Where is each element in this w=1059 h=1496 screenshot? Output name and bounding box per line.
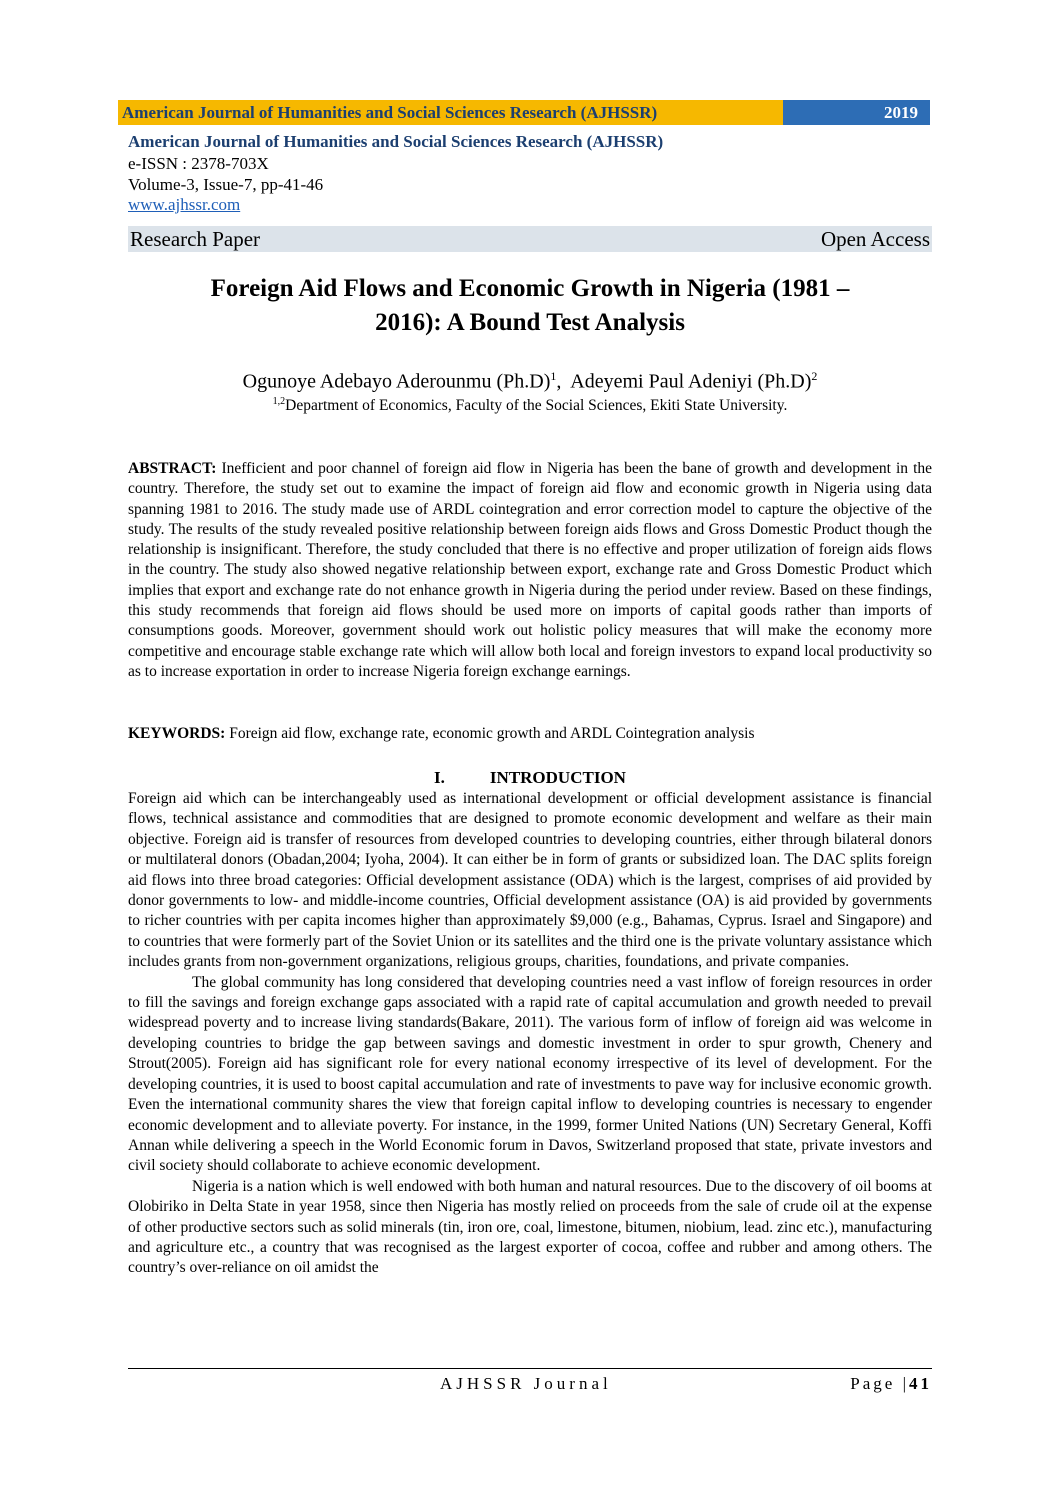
header-band-title: American Journal of Humanities and Social Sciences Research (AJHSSR) — [118, 100, 783, 125]
issn-value: 2378-703X — [191, 154, 269, 173]
abstract-label: ABSTRACT: — [128, 460, 217, 477]
abstract — [128, 459, 932, 682]
author-2-superscript: 2 — [811, 369, 818, 383]
footer-journal: AJHSSR Journal — [440, 1374, 612, 1393]
introduction-body — [128, 789, 932, 1279]
paper-type-label: Research Paper — [130, 226, 261, 251]
author-2: Adeyemi Paul Adeniyi (Ph.D) — [570, 370, 812, 393]
keywords-label: KEYWORDS: — [128, 725, 226, 742]
paper-title-line-1: Foreign Aid Flows and Economic Growth in Nigeria (1981 – — [210, 275, 850, 302]
footer-rule — [128, 1368, 932, 1369]
journal-header-band — [118, 100, 930, 125]
keywords-text: Foreign aid flow, exchange rate, economic growth and ARDL Cointegration analysis — [225, 725, 755, 742]
page-number: 41 — [909, 1374, 932, 1393]
author-1: Ogunoye Adebayo Aderounmu (Ph.D) — [242, 370, 551, 393]
affiliation-superscript: 1,2 — [272, 396, 286, 407]
paper-title-line-2: 2016): A Bound Test Analysis — [375, 309, 685, 336]
paper-type-bar — [128, 226, 932, 252]
paragraph: Nigeria is a nation which is well endowed with both human and natural resources. Due to the discovery of oil booms at Olobiriko in Delta State in year 1958, since then Nigeria has mostly relied on proceeds from the sale of crude oil at the expense of other productive sectors such as solid minerals (tin, iron ore, coal, limestone, bitumen, niobium, lead. zinc etc.), manufacturing and agriculture etc., a country that was recognised as the largest exporter of cocoa, coffee and rubber and among others. The country’s over-reliance on oil amidst the — [128, 1177, 932, 1277]
paragraph: Foreign aid which can be interchangeably used as international development or official development assistance is financial flows, technical assistance and commodities that are designed to promote economic development and welfare as their main objective. Foreign aid is transfer of resources from developed countries to developing countries, either through bilateral donors or multilateral donors (Obadan,2004; Iyoha, 2004). It can either be in form of grants or subsidized loan. The DAC splits foreign aid flows into three broad categories: Official development assistance (ODA) which is the largest, comprises of aid provided by donor governments to low- and middle-income countries, Official development assistance (OA) is aid provided by governments to richer countries with per capita incomes higher than approximately $9,000 (e.g., Bahamas, Cyprus. Israel and Singapore) and to countries that were formerly part of the Soviet Union or its satellites and the third one is the private voluntary assistance which includes grants from non-government organizations, religious groups, charities, foundations, and private companies. — [128, 790, 932, 971]
author-separator: , — [556, 370, 571, 393]
footer-page — [850, 1374, 932, 1394]
paragraph: The global community has long considered that developing countries need a vast inflow of foreign resources in order to fill the savings and foreign exchange gaps associated with a rapid rate of capital accumulation and growth needed to prevail widespread poverty and to increase living standards(Bakare, 2011). The various form of inflow of foreign aid was welcome in developing countries to bridge the gap between savings and domestic investment in order to spur growth, Chenery and Strout(2005). Foreign aid has significant role for every national economy irrespective of its level of development. For the developing countries, it is used to boost capital accumulation and rate of investments to pave way for inclusive economic growth. Even the international community shares the view that foreign capital inflow to developing countries is necessary to engender economic development and to alleviate poverty. For instance, in the 1999, former United Nations (UN) Secretary General, Koffi Annan while delivering a speech in the World Economic forum in Davos, Switzerland proposed that state, private investors and civil society should collaborate to achieve economic development. — [128, 973, 932, 1175]
abstract-text: Inefficient and poor channel of foreign aid flow in Nigeria has been the bane of growth and development in the country. Therefore, the study set out to examine the impact of foreign aid flow and economic growth in Nigeria using data spanning 1981 to 2016. The study made use of ARDL cointegration and error correction model to capture the objective of the study. The results of the study revealed positive relationship between foreign aids flows and Gross Domestic Product though the relationship is insignificant. Therefore, the study concluded that there is no effective and proper utilization of foreign aids flows in the country. The study also showed negative relationship between export, exchange rate and Gross Domestic Product which implies that export and exchange rate do not enhance growth in Nigeria during the period under review. Based on these findings, this study recommends that foreign aid flows should be used more on imports of capital goods rather than imports of consumptions goods. Moreover, government should work out holistic policy measures that will make the economy more competitive and encourage stable exchange rate which will allow both local and foreign investors to expand local productivity so as to increase exportation in order to increase Nigeria foreign exchange earnings. — [128, 460, 932, 680]
issn-label: e-ISSN : — [128, 154, 192, 173]
website-link[interactable]: www.ajhssr.com — [128, 195, 241, 214]
author-list — [128, 364, 932, 394]
journal-meta — [128, 131, 928, 215]
page-label: Page | — [850, 1374, 909, 1393]
access-label: Open Access — [820, 226, 930, 251]
author-1-superscript: 1 — [550, 369, 557, 383]
volume-line: Volume-3, Issue-7, pp-41-46 — [128, 175, 324, 194]
header-band-year: 2019 — [783, 100, 930, 125]
section-title: INTRODUCTION — [489, 768, 626, 787]
affiliation — [128, 392, 932, 416]
section-heading — [128, 767, 932, 789]
paper-title — [128, 272, 932, 340]
journal-name: American Journal of Humanities and Social Sciences Research (AJHSSR) — [128, 132, 664, 151]
keywords — [128, 724, 932, 744]
section-number: I. — [434, 768, 445, 787]
issn-line — [128, 153, 928, 174]
affiliation-text: Department of Economics, Faculty of the Social Sciences, Ekiti State University. — [285, 397, 788, 415]
